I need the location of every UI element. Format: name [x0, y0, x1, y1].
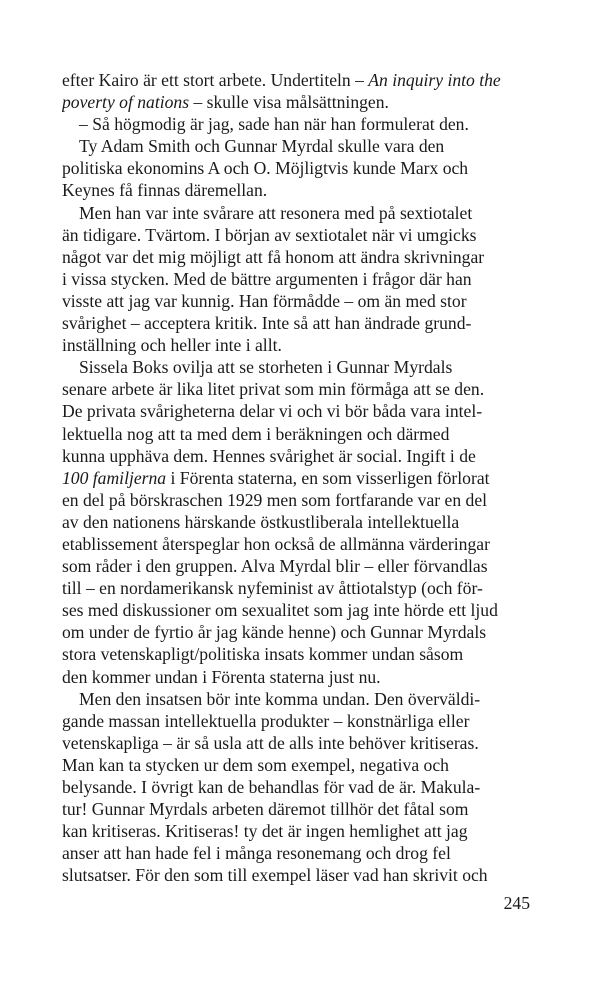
text-line: än tidigare. Tvärtom. I början av sextiotalet när vi umgicks — [62, 224, 477, 245]
text-line: slutsatser. För den som till exempel läser vad han skrivit och — [62, 865, 488, 886]
text-line: senare arbete är lika litet privat som min förmåga att se den. — [62, 379, 485, 400]
text-line: som råder i den gruppen. Alva Myrdal blir – eller förvandlas — [62, 556, 488, 577]
text-line: Sissela Boks ovilja att se storheten i Gunnar Myrdals — [79, 357, 453, 378]
text-line: visste att jag var kunnig. Han förmådde – om än med stor — [62, 290, 467, 311]
page-number: 245 — [503, 893, 530, 913]
text-line: efter Kairo är ett stort arbete. Undertiteln – An inquiry into the — [62, 70, 501, 90]
text-line: i vissa stycken. Med de bättre argumenten i frågor där han — [62, 268, 472, 289]
text-line: av den nationens härskande östkustliberala intellektuella — [62, 511, 460, 532]
text-line: Man kan ta stycken ur dem som exempel, negativa och — [62, 754, 449, 775]
text-line: – Så högmodig är jag, sade han när han formulerat den. — [79, 114, 469, 135]
text-line: belysande. I övrigt kan de behandlas för vad de är. Makula- — [62, 777, 481, 797]
text-line: Keynes få finnas däremellan. — [62, 180, 268, 201]
text-line: till – en nordamerikansk nyfeminist av åttiotalstyp (och för- — [62, 578, 483, 599]
text-line: Men den insatsen bör inte komma undan. Den överväldi- — [79, 688, 481, 709]
text-line: 100 familjerna i Förenta staterna, en som visserligen förlorat — [62, 467, 490, 488]
text-line: om under de fyrtio år jag kände henne) och Gunnar Myrdals — [62, 622, 487, 643]
italic-subtitle: An inquiry into the — [368, 70, 501, 90]
text-line: politiska ekonomins A och O. Möjligtvis kunde Marx och — [62, 158, 469, 179]
text-line: kan kritiseras. Kritiseras! ty det är ingen hemlighet att jag — [62, 821, 468, 842]
page-body — [62, 69, 530, 886]
italic-subtitle: poverty of nations — [62, 92, 190, 113]
text-line: Ty Adam Smith och Gunnar Myrdal skulle vara den — [79, 136, 445, 157]
text-line: en del på börskraschen 1929 men som fortfarande var en del — [62, 489, 488, 510]
text-line: kunna upphäva dem. Hennes svårighet är social. Ingift i de — [62, 445, 476, 466]
text-line: Men han var inte svårare att resonera med på sextiotalet — [79, 202, 473, 223]
text-line: tur! Gunnar Myrdals arbeten däremot tillhör det fåtal som — [62, 799, 469, 820]
text-line: gande massan intellektuella produkter – konstnärliga eller — [62, 710, 470, 731]
text-line: svårighet – acceptera kritik. Inte så att han ändrade grund- — [62, 313, 472, 334]
text-line: stora vetenskapligt/politiska insats kommer undan såsom — [62, 644, 464, 665]
text-line: ses med diskussioner om sexualitet som jag inte hörde ett ljud — [62, 600, 498, 621]
text-line: lektuella nog att ta med dem i beräkningen och därmed — [62, 423, 450, 444]
text-line: den kommer undan i Förenta staterna just nu. — [62, 666, 381, 687]
text-line: poverty of nations – skulle visa målsättningen. — [62, 92, 389, 113]
text-line: inställning och heller inte i allt. — [62, 335, 282, 356]
text-line: något var det mig möjligt att få honom att ändra skrivningar — [62, 246, 485, 267]
text-line: anser att han hade fel i många resonemang och drog fel — [62, 843, 451, 864]
text-line: etablissement återspeglar hon också de allmänna värderingar — [62, 533, 490, 554]
text-line: De privata svårigheterna delar vi och vi bör båda vara intel- — [62, 401, 483, 422]
text-line: vetenskapliga – är så usla att de alls inte behöver kritiseras. — [62, 732, 479, 753]
italic-title: 100 familjerna — [62, 467, 167, 488]
